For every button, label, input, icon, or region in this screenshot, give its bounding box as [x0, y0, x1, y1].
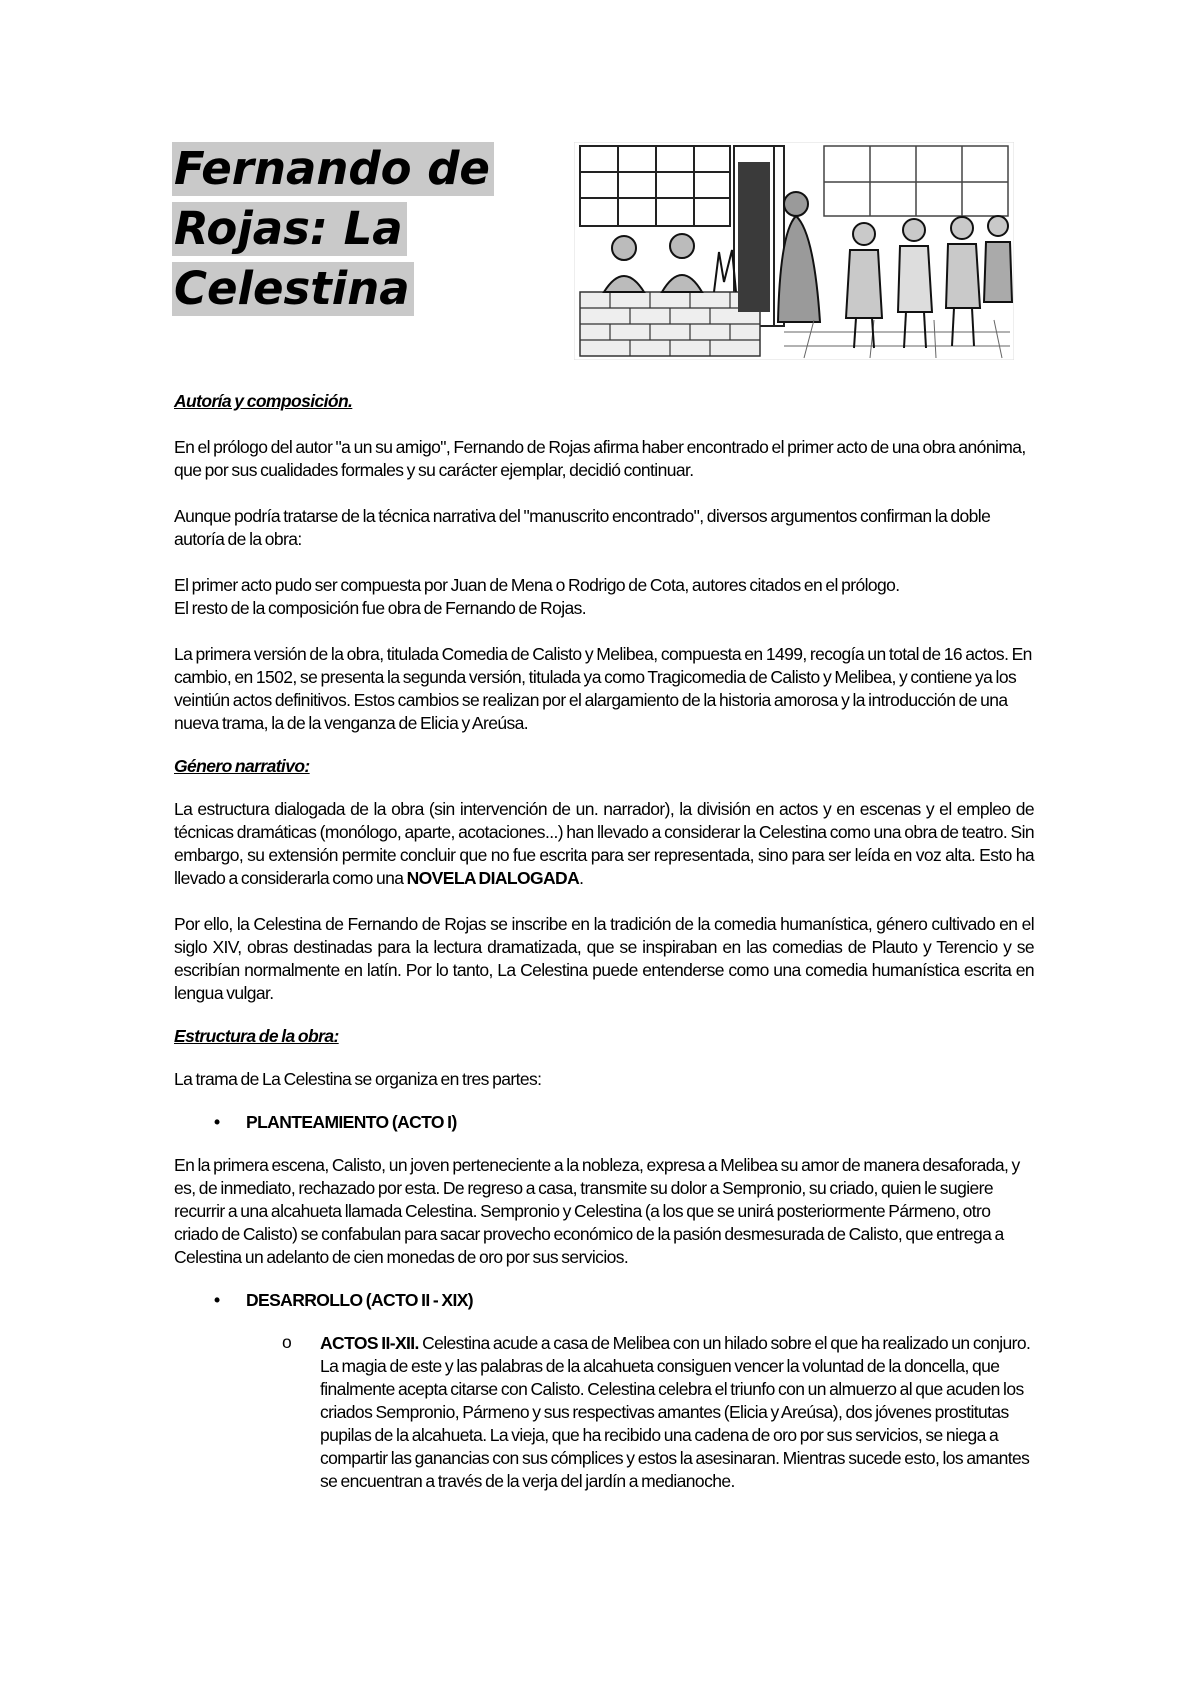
- paragraph: La trama de La Celestina se organiza en tres partes:: [174, 1069, 542, 1089]
- section-heading-estructura: Estructura de la obra:: [174, 1026, 339, 1046]
- title-line-1: Fernando de: [172, 142, 494, 196]
- bullet-icon: •: [214, 1112, 220, 1132]
- bold-term: NOVELA DIALOGADA: [406, 868, 580, 888]
- sub-bullet-icon: o: [282, 1332, 292, 1352]
- paragraph: En la primera escena, Calisto, un joven perteneciente a la nobleza, expresa a Melibea su amor de manera desaforada, y es, de inmediato, rechazado por esta. De regreso a casa, transmite su dolor a Sempronio, su criado, quien le sugiere recurrir a una alcahueta llamada Celestina. Sempronio y Celestina (a los que se unirá posteriormente Pármeno, otro criado de Calisto) se confabulan para sacar provecho económico de la pasión desmesurada de Calisto, que entrega a Celestina un adelanto de cien monedas de oro por sus servicios.: [174, 1155, 1020, 1267]
- list-item-label: DESARROLLO (ACTO II - XIX): [246, 1290, 474, 1310]
- paragraph: La estructura dialogada de la obra (sin intervención de un. narrador), la división en actos y en escenas y el empleo de técnicas dramáticas (monólogo, aparte, acotaciones...) han llevado a considerar la Celestina como una obra de teatro. Sin embargo, su extensión permite concluir que no fue escrita para ser representada, sino para ser leída en voz alta. Esto ha llevado a considerarla como una NOVELA DIALOGADA.: [174, 799, 1034, 888]
- paragraph: En el prólogo del autor "a un su amigo", Fernando de Rojas afirma haber encontrado el primer acto de una obra anónima, que por sus cualidades formales y su carácter ejemplar, decidió continuar.: [174, 437, 1026, 480]
- title-line-2: Rojas: La: [172, 202, 407, 256]
- title-line-3: Celestina: [172, 262, 414, 316]
- paragraph: La primera versión de la obra, titulada Comedia de Calisto y Melibea, compuesta en 1499, recogía un total de 16 actos. En cambio, en 1502, se presenta la segunda versión, titulada ya como Tragicomedia de Calisto y Melibea, y contiene ya los veintiún actos definitivos. Estos cambios se realizan por el alargamiento de la historia amorosa y la introducción de una nueva trama, la de la venganza de Elicia y Areúsa.: [174, 644, 1032, 733]
- paragraph: El primer acto pudo ser compuesta por Juan de Mena o Rodrigo de Cota, autores citados en el prólogo.: [174, 575, 900, 595]
- paragraph: Aunque podría tratarse de la técnica narrativa del "manuscrito encontrado", diversos argumentos confirman la doble autoría de la obra:: [174, 506, 991, 549]
- list-item: [174, 1111, 1034, 1134]
- sub-list-item-text: Celestina acude a casa de Melibea con un hilado sobre el que ha realizado un conjuro. La magia de este y las palabras de la alcahueta consiguen vencer la voluntad de la doncella, que finalmente acepta citarse con Calisto. Celestina celebra el triunfo con un almuerzo al que acuden los criados Sempronio, Pármeno y sus respectivas amantes (Elicia y Areúsa), dos jóvenes prostitutas pupilas de la alcahueta. La vieja, que ha recibido una cadena de oro por sus servicios, se niega a compartir las ganancias con sus cómplices y estos la asesinaran. Mientras sucede esto, los amantes se encuentran a través de la verja del jardín a medianoche.: [320, 1333, 1031, 1491]
- paragraph: El resto de la composición fue obra de Fernando de Rojas.: [174, 598, 587, 618]
- document-body: [174, 390, 1034, 1493]
- section-heading-genero: Género narrativo:: [174, 756, 310, 776]
- bullet-icon: •: [214, 1290, 220, 1310]
- sub-list-item: [174, 1332, 1034, 1493]
- woodcut-illustration: [574, 142, 1014, 360]
- list-item-label: PLANTEAMIENTO (ACTO I): [246, 1112, 457, 1132]
- list-item: [174, 1289, 1034, 1312]
- sub-list-item-label: ACTOS II-XII.: [320, 1333, 419, 1353]
- paragraph: Por ello, la Celestina de Fernando de Rojas se inscribe en la tradición de la comedia humanística, género cultivado en el siglo XIV, obras destinadas para la lectura dramatizada, que se inspiraban en las comedias de Plauto y Terencio y se escribían normalmente en latín. Por lo tanto, La Celestina puede entenderse como una comedia humanística escrita en lengua vulgar.: [174, 914, 1034, 1003]
- section-heading-autoria: Autoría y composición.: [174, 391, 353, 411]
- document-title: [172, 142, 532, 322]
